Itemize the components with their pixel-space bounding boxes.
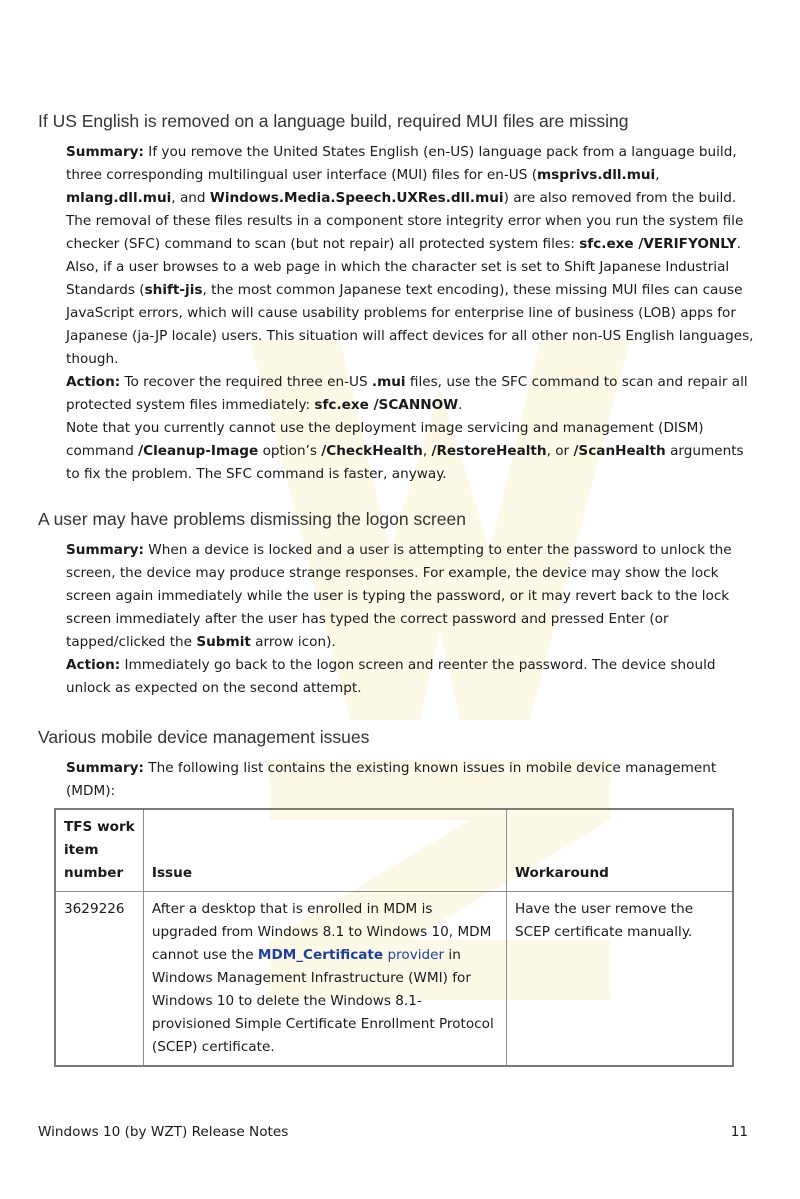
table-header-row — [55, 809, 733, 892]
encoding-name: shift-jis — [144, 282, 203, 298]
paragraph-text: Also, if a user browses to a web page in which the character set is set to Shift Japanese Industrial Standards ( — [66, 259, 730, 298]
action-paragraph — [66, 371, 756, 417]
separator: , or — [546, 443, 574, 459]
summary-text: arrow icon). — [250, 634, 336, 650]
summary-text: ) are also removed from the build. The removal of these files results in a component store integrity error when you run the system file checker (SFC) command to scan (but not repair) all protected system files: — [66, 190, 744, 252]
summary-paragraph — [66, 757, 756, 803]
summary-text: . — [736, 236, 741, 252]
cell-issue — [143, 892, 506, 1067]
paragraph-text: option’s — [258, 443, 322, 459]
summary-label: Summary: — [66, 760, 144, 776]
action-text: files, use the SFC command to scan and repair all protected system files immediately: — [66, 374, 748, 413]
issue-text: After a desktop that is enrolled in MDM is upgraded from Windows 8.1 to Windows 10, MDM cannot use the — [151, 901, 492, 963]
file-name: msprivs.dll.mui — [537, 167, 656, 183]
command-text: sfc.exe /VERIFYONLY — [579, 236, 737, 252]
column-header-tfs: TFS work item number — [55, 809, 143, 892]
link-bold-text: MDM_Certificate — [257, 947, 384, 963]
issue-text: in Windows Management Infrastructure (WMI) for Windows 10 to delete the Windows 8.1-provisioned Simple Certificate Enrollment Protocol (SCEP) certificate. — [151, 947, 494, 1055]
section-body-mdm — [66, 757, 756, 803]
page-number: 11 — [730, 1124, 748, 1140]
command-text: sfc.exe /SCANNOW — [314, 397, 459, 413]
note-paragraph — [66, 417, 756, 486]
link-text: provider — [383, 947, 445, 963]
separator: , — [422, 443, 432, 459]
summary-text: When a device is locked and a user is attempting to enter the password to unlock the screen, the device may produce strange responses. For example, the device may show the lock screen again immediately while the user is typing the password, or it may revert back to the lock screen immediately after the user has typed the correct password and pressed Enter (or tapped/clicked the — [66, 542, 732, 650]
section-heading-mui: If US English is removed on a language build, required MUI files are missing — [38, 111, 629, 131]
file-name: Windows.Media.Speech.UXRes.dll.mui — [209, 190, 504, 206]
action-label: Action: — [66, 374, 121, 390]
command-text: /RestoreHealth — [431, 443, 547, 459]
action-text: Immediately go back to the logon screen and reenter the password. The device should unlock as expected on the second attempt. — [66, 657, 716, 696]
command-text: /Cleanup-Image — [138, 443, 259, 459]
summary-label: Summary: — [66, 542, 144, 558]
action-label: Action: — [66, 657, 121, 673]
table-row — [55, 892, 733, 1067]
file-name: mlang.dll.mui — [66, 190, 172, 206]
mdm-issues-table — [54, 808, 734, 1067]
paragraph-text: Note that you currently cannot use the deployment image servicing and management (DISM) command — [66, 420, 704, 459]
column-header-workaround: Workaround — [506, 809, 733, 892]
mdm-certificate-provider-link[interactable] — [258, 947, 444, 963]
paragraph-text: arguments to fix the problem. The SFC command is faster, anyway. — [66, 443, 744, 482]
section-heading-mdm: Various mobile device management issues — [38, 727, 370, 747]
action-text: . — [458, 397, 463, 413]
summary-text: The following list contains the existing known issues in mobile device management (MDM): — [66, 760, 717, 799]
action-text: To recover the required three en-US — [120, 374, 372, 390]
summary-paragraph — [66, 141, 756, 256]
cell-tfs-number: 3629226 — [55, 892, 143, 1067]
summary-label: Summary: — [66, 144, 144, 160]
separator: , and — [171, 190, 210, 206]
command-text: /ScanHealth — [573, 443, 666, 459]
separator: , — [655, 167, 660, 183]
section-heading-logon: A user may have problems dismissing the logon screen — [38, 509, 466, 529]
command-text: /CheckHealth — [321, 443, 423, 459]
summary-text: If you remove the United States English (en-US) language pack from a language build, three corresponding multilingual user interface (MUI) files for en-US ( — [66, 144, 737, 183]
section-body-logon — [66, 539, 756, 700]
section-body-mui — [66, 141, 756, 486]
also-paragraph — [66, 256, 756, 371]
footer-title: Windows 10 (by WZT) Release Notes — [38, 1124, 289, 1140]
column-header-issue: Issue — [143, 809, 506, 892]
submit-term: Submit — [196, 634, 251, 650]
cell-workaround: Have the user remove the SCEP certificate manually. — [506, 892, 733, 1067]
paragraph-text: , the most common Japanese text encoding), these missing MUI files can cause JavaScript errors, which will cause usability problems for enterprise line of business (LOB) apps for Japanese (ja-JP locale) users. This situation will affect devices for all other non-US English languages, though. — [66, 282, 754, 367]
summary-paragraph — [66, 539, 756, 654]
action-paragraph — [66, 654, 756, 700]
file-extension: .mui — [371, 374, 406, 390]
